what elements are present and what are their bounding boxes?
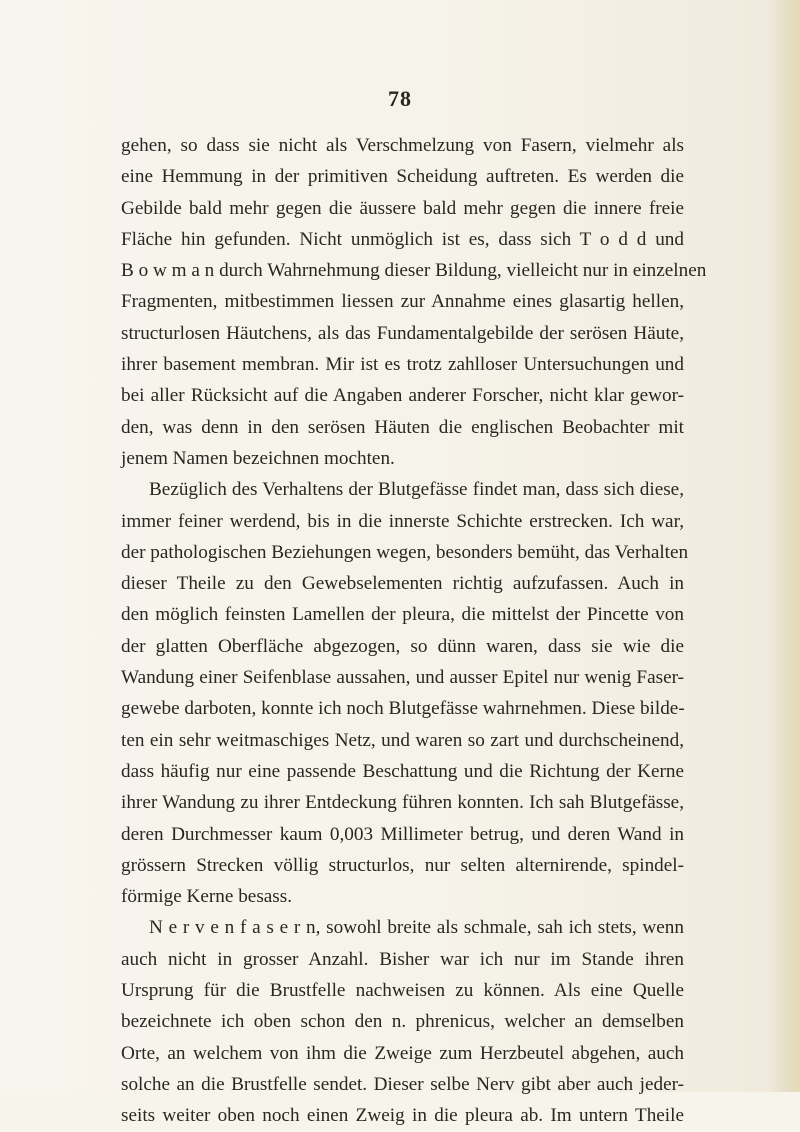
text-line: Fläche hin gefunden. Nicht unmöglich ist es, dass sich T o d d und bbox=[121, 228, 684, 250]
text-line: Ursprung für die Brustfelle nachweisen zu können. Als eine Quelle bbox=[121, 980, 684, 1002]
text-line: förmige Kerne besass. bbox=[121, 886, 293, 908]
text-line: ihrer Wandung zu ihrer Entdeckung führen konnten. Ich sah Blutgefässe, bbox=[121, 792, 684, 814]
page-edge-shadow bbox=[766, 0, 800, 1092]
text-line: solche an die Brustfelle sendet. Dieser selbe Nerv gibt aber auch jeder- bbox=[121, 1073, 684, 1095]
text-line: seits weiter oben noch einen Zweig in die pleura ab. Im untern Theile bbox=[121, 1105, 684, 1127]
text-line: der pathologischen Beziehungen wegen, besonders bemüht, das Verhalten bbox=[121, 541, 689, 563]
text-line: ihrer basement membran. Mir ist es trotz zahlloser Untersuchungen und bbox=[121, 354, 684, 376]
text-line: grössern Strecken völlig structurlos, nur selten alternirende, spindel- bbox=[121, 854, 684, 876]
text-line: N e r v e n f a s e r n, sowohl breite als schmale, sah ich stets, wenn bbox=[149, 917, 684, 939]
text-line: der glatten Oberfläche abgezogen, so dünn waren, dass sie wie die bbox=[121, 635, 684, 657]
text-line: eine Hemmung in der primitiven Scheidung auftreten. Es werden die bbox=[121, 166, 684, 188]
text-line: dass häufig nur eine passende Beschattung und die Richtung der Kerne bbox=[121, 760, 684, 782]
text-line: ten ein sehr weitmaschiges Netz, und waren so zart und durchscheinend, bbox=[121, 729, 684, 751]
text-line: B o w m a n durch Wahrnehmung dieser Bildung, vielleicht nur in einzelnen bbox=[121, 260, 707, 282]
text-line: Wandung einer Seifenblase aussahen, und ausser Epitel nur wenig Faser- bbox=[121, 667, 684, 689]
text-line: bezeichnete ich oben schon den n. phrenicus, welcher an demselben bbox=[121, 1011, 684, 1033]
text-line: deren Durchmesser kaum 0,003 Millimeter betrug, und deren Wand in bbox=[121, 823, 684, 845]
text-line: gewebe darboten, konnte ich noch Blutgefässe wahrnehmen. Diese bilde- bbox=[121, 698, 685, 720]
text-line: bei aller Rücksicht auf die Angaben anderer Forscher, nicht klar gewor- bbox=[121, 385, 684, 407]
text-line: gehen, so dass sie nicht als Verschmelzung von Fasern, vielmehr als bbox=[121, 135, 684, 156]
page-number: 78 bbox=[388, 86, 412, 111]
body-text bbox=[121, 130, 707, 1132]
text-line: den möglich feinsten Lamellen der pleura, die mittelst der Pincette von bbox=[121, 604, 684, 626]
text-line: dieser Theile zu den Gewebselementen richtig aufzufassen. Auch in bbox=[121, 573, 684, 595]
text-line: Gebilde bald mehr gegen die äussere bald mehr gegen die innere freie bbox=[121, 197, 684, 219]
text-line: Bezüglich des Verhaltens der Blutgefässe findet man, dass sich diese, bbox=[149, 479, 684, 501]
text-line: Orte, an welchem von ihm die Zweige zum Herzbeutel abgehen, auch bbox=[121, 1042, 684, 1064]
text-line: Fragmenten, mitbestimmen liessen zur Annahme eines glasartig hellen, bbox=[121, 291, 684, 313]
text-line: jenem Namen bezeichnen mochten. bbox=[121, 447, 395, 469]
text-line: structurlosen Häutchens, als das Fundamentalgebilde der serösen Häute, bbox=[121, 322, 684, 344]
text-line: auch nicht in grosser Anzahl. Bisher war ich nur im Stande ihren bbox=[121, 948, 684, 970]
text-line: immer feiner werdend, bis in die innerste Schichte erstrecken. Ich war, bbox=[121, 510, 684, 532]
text-line: den, was denn in den serösen Häuten die englischen Beobachter mit bbox=[121, 416, 684, 438]
